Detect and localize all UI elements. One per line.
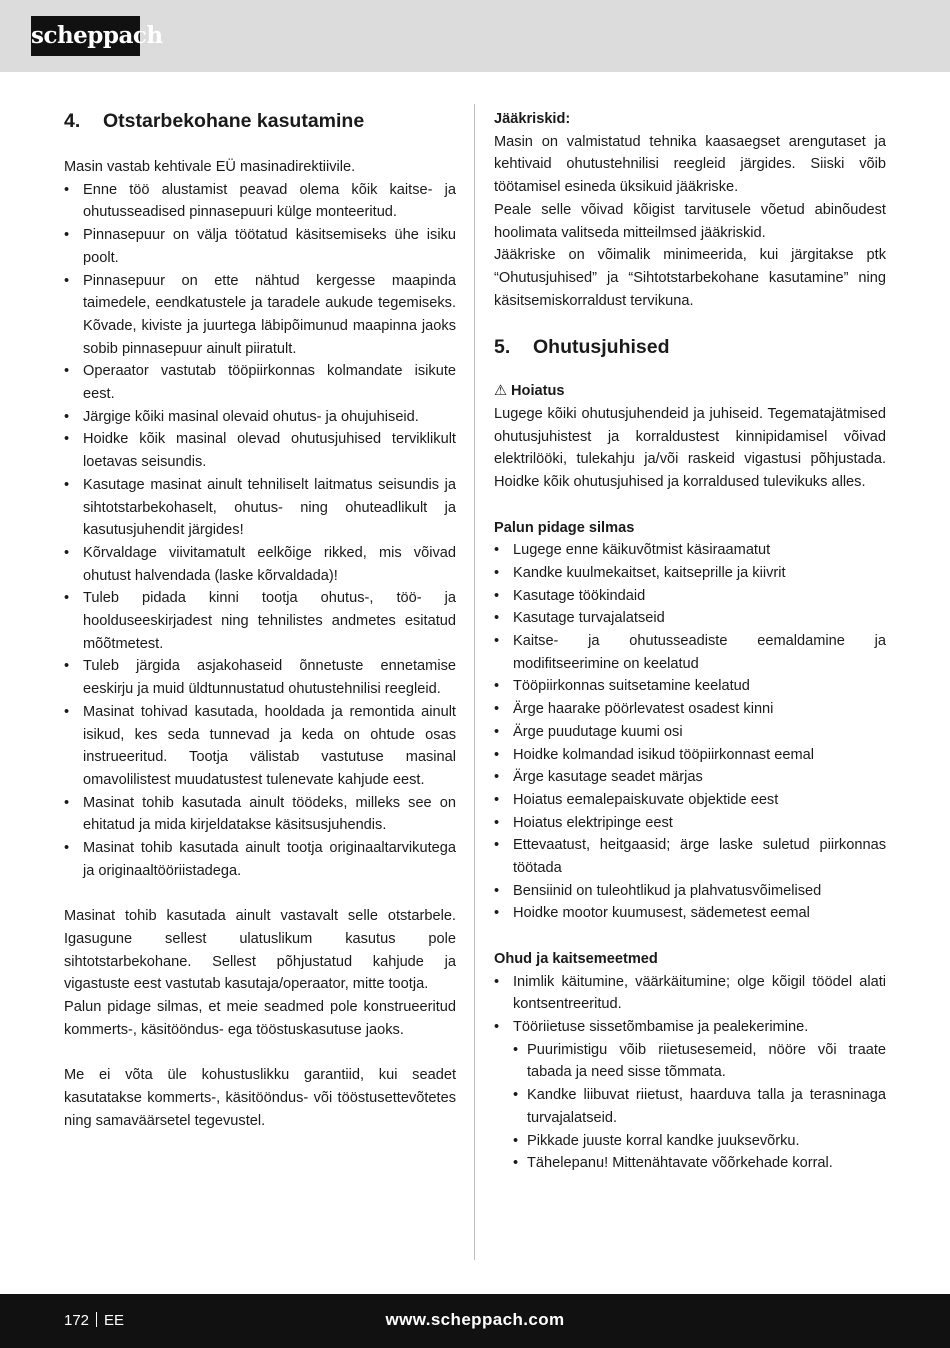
sub-list-item: • Pikkade juuste korral kandke juuksevõrku. <box>494 1130 886 1153</box>
list-item: • Pinnasepuur on ette nähtud kergesse maapinda taimedele, eendkatustele ja taradele aukude tegemiseks. Kõvade, kiviste ja juurtega läbipõimunud maapinna jaoks sobib pinnasepuur ainult piiratult. <box>64 270 456 361</box>
sub-list-item: • Tähelepanu! Mittenähtavate võõrkehade korral. <box>494 1152 886 1175</box>
list-item: • Ärge kasutage seadet märjas <box>494 766 886 789</box>
list-item: • Kõrvaldage viivitamatult eelkõige rikked, mis võivad ohutust halvendada (laske kõrvaldada)! <box>64 542 456 587</box>
warranty-paragraph: Me ei võta üle kohustuslikku garantiid, kui seadet kasutatakse kommerts-, käsitööndus- või tööstusettevõtetes ning samaväärsetel tegevustel. <box>64 1067 456 1129</box>
list-item: • Operaator vastutab tööpiirkonnas kolmandate isikute eest. <box>64 360 456 405</box>
list-item: • Tööriietuse sissetõmbamise ja pealekerimine. <box>494 1016 886 1039</box>
list-item: • Tööpiirkonnas suitsetamine keelatud <box>494 675 886 698</box>
warning-text: Lugege kõiki ohutusjuhendeid ja juhiseid. Tegematajätmised ohutusjuhistest ja korraldustest kinnipidamisel võivad elektrilööki, tulekahju ja/või raskeid vigastusi põhjustada. Hoidke kõik ohutusjuhised ja korraldused tulevikuks alles. <box>494 406 886 491</box>
notice-heading: Palun pidage silmas <box>494 519 635 536</box>
list-item: • Järgige kõiki masinal olevaid ohutus- ja ohujuhiseid. <box>64 406 456 429</box>
notice-list <box>494 539 886 925</box>
section-number: 4. <box>64 110 81 132</box>
warning-heading <box>494 380 886 403</box>
usage-paragraph: Palun pidage silmas, et meie seadmed pole konstrueeritud kommerts-, käsitööndus- ega tööstuskasutuse jaoks. <box>64 999 456 1038</box>
sub-list-item: • Puurimistigu võib riietusesemeid, nööre või traate tabada ja need sisse tõmmata. <box>494 1039 886 1084</box>
list-item: • Bensiinid on tuleohtlikud ja plahvatusvõimelised <box>494 880 886 903</box>
section-number: 5. <box>494 336 511 359</box>
list-item: • Hoidke kolmandad isikud tööpiirkonnast eemal <box>494 744 886 767</box>
list-item: • Ettevaatust, heitgaasid; ärge laske suletud piirkonnas töötada <box>494 834 886 879</box>
list-item: • Kandke kuulmekaitset, kaitseprille ja kiivrit <box>494 562 886 585</box>
list-item: • Enne töö alustamist peavad olema kõik kaitse- ja ohutusseadised pinnasepuuri külge monteeritud. <box>64 179 456 224</box>
list-item: • Masinat tohib kasutada ainult tootja originaaltarvikutega ja originaaltööriistadega. <box>64 837 456 882</box>
section-5-heading <box>494 334 886 360</box>
section-4-heading <box>64 108 456 134</box>
list-item: • Ärge haarake pöörlevatest osadest kinni <box>494 698 886 721</box>
warning-title: Hoiatus <box>511 383 565 400</box>
section-title: Ohutusjuhised <box>533 336 670 359</box>
list-item: • Kasutage turvajalatseid <box>494 607 886 630</box>
column-divider <box>474 104 475 1260</box>
intro-text: Masin vastab kehtivale EÜ masinadirektiivile. <box>64 159 356 175</box>
list-item: • Masinat tohib kasutada ainult töödeks, milleks see on ehitatud ja mida kirjeldatakse käsitsusjuhendis. <box>64 792 456 837</box>
list-item: • Kasutage masinat ainult tehniliselt laitmatus seisundis ja sihtotstarbekohaselt, ohutus- ning ohuteadlikult ja kasutusjuhendit järgides! <box>64 474 456 542</box>
list-item: • Hoidke mootor kuumusest, sädemetest eemal <box>494 902 886 925</box>
list-item: • Lugege enne käikuvõtmist käsiraamatut <box>494 539 886 562</box>
page-footer <box>0 1294 950 1348</box>
hazards-sub-list <box>494 1039 886 1175</box>
residual-risks-paragraph: Peale selle võivad kõigist tarvitusele võetud abinõudest hoolimata valitseda mitteilmsed jääkriskid. <box>494 201 886 241</box>
language-code: EE <box>104 1312 125 1329</box>
sub-list-item: • Kandke liibuvat riietust, haarduva talla ja terasninaga turvajalatseid. <box>494 1084 886 1129</box>
list-item: • Kaitse- ja ohutusseadiste eemaldamine ja modifitseerimine on keelatud <box>494 630 886 675</box>
list-item: • Hoiatus elektripinge eest <box>494 812 886 835</box>
hazards-heading: Ohud ja kaitsemeetmed <box>494 950 658 967</box>
list-item: • Tuleb pidada kinni tootja ohutus-, töö- ja hoolduseeskirjadest ning tehnilistes andmetes esitatud mõõtmetest. <box>64 587 456 655</box>
list-item: • Pinnasepuur on välja töötatud käsitsemiseks ühe isiku poolt. <box>64 224 456 269</box>
scheppach-logo: scheppach <box>31 16 140 56</box>
right-column <box>494 108 886 1175</box>
list-item: • Hoiatus eemalepaiskuvate objektide eest <box>494 789 886 812</box>
residual-risks-paragraph: Masin on valmistatud tehnika kaasaegset arengutaset ja kehtivaid ohutustehnilisi reegleid järgides. Siiski võib töötamisel esineda üksikuid jääkriske. <box>494 133 886 196</box>
left-column <box>64 108 456 1132</box>
list-item: • Masinat tohivad kasutada, hooldada ja remontida ainult isikud, kes seda tunnevad ja keda on ohtude osas instrueeritud. Tootja välistab vastutuse masinal omavolilistest muudatustest tulenevate kahjude eest. <box>64 701 456 792</box>
warning-triangle-icon: ⚠ <box>494 383 508 400</box>
list-item: • Kasutage töökindaid <box>494 585 886 608</box>
list-item: • Tuleb järgida asjakohaseid õnnetuste ennetamise eeskirju ja muid üldtunnustatud ohutustehnilisi reegleid. <box>64 655 456 700</box>
usage-bullet-list <box>64 179 456 883</box>
list-item: • Ärge puudutage kuumi osi <box>494 721 886 744</box>
page-header <box>0 0 950 72</box>
residual-risks-heading: Jääkriskid: <box>494 111 571 127</box>
usage-paragraph: Masinat tohib kasutada ainult vastavalt selle otstarbele. Igasugune sellest ulatuslikum kasutus pole sihtotstarbekohane. Sellest põhjustatud kahjude ja vigastuste eest vastutab kasutaja/operaator, mitte tootja. <box>64 908 456 993</box>
section-title: Otstarbekohane kasutamine <box>103 110 365 132</box>
list-item: • Hoidke kõik masinal olevad ohutusjuhised terviklikult loetavas seisundis. <box>64 428 456 473</box>
website-url: www.scheppach.com <box>385 1310 565 1329</box>
residual-risks-paragraph: Jääkriske on võimalik minimeerida, kui järgitakse ptk “Ohutusjuhised” ja “Sihtotstarbekohane kasutamine” ning käsitsemiskorraldust tervikuna. <box>494 247 886 309</box>
hazards-list <box>494 971 886 1039</box>
page-number: 172 <box>64 1312 90 1329</box>
list-item: • Inimlik käitumine, väärkäitumine; olge kõigil töödel alati kontsentreeritud. <box>494 971 886 1016</box>
